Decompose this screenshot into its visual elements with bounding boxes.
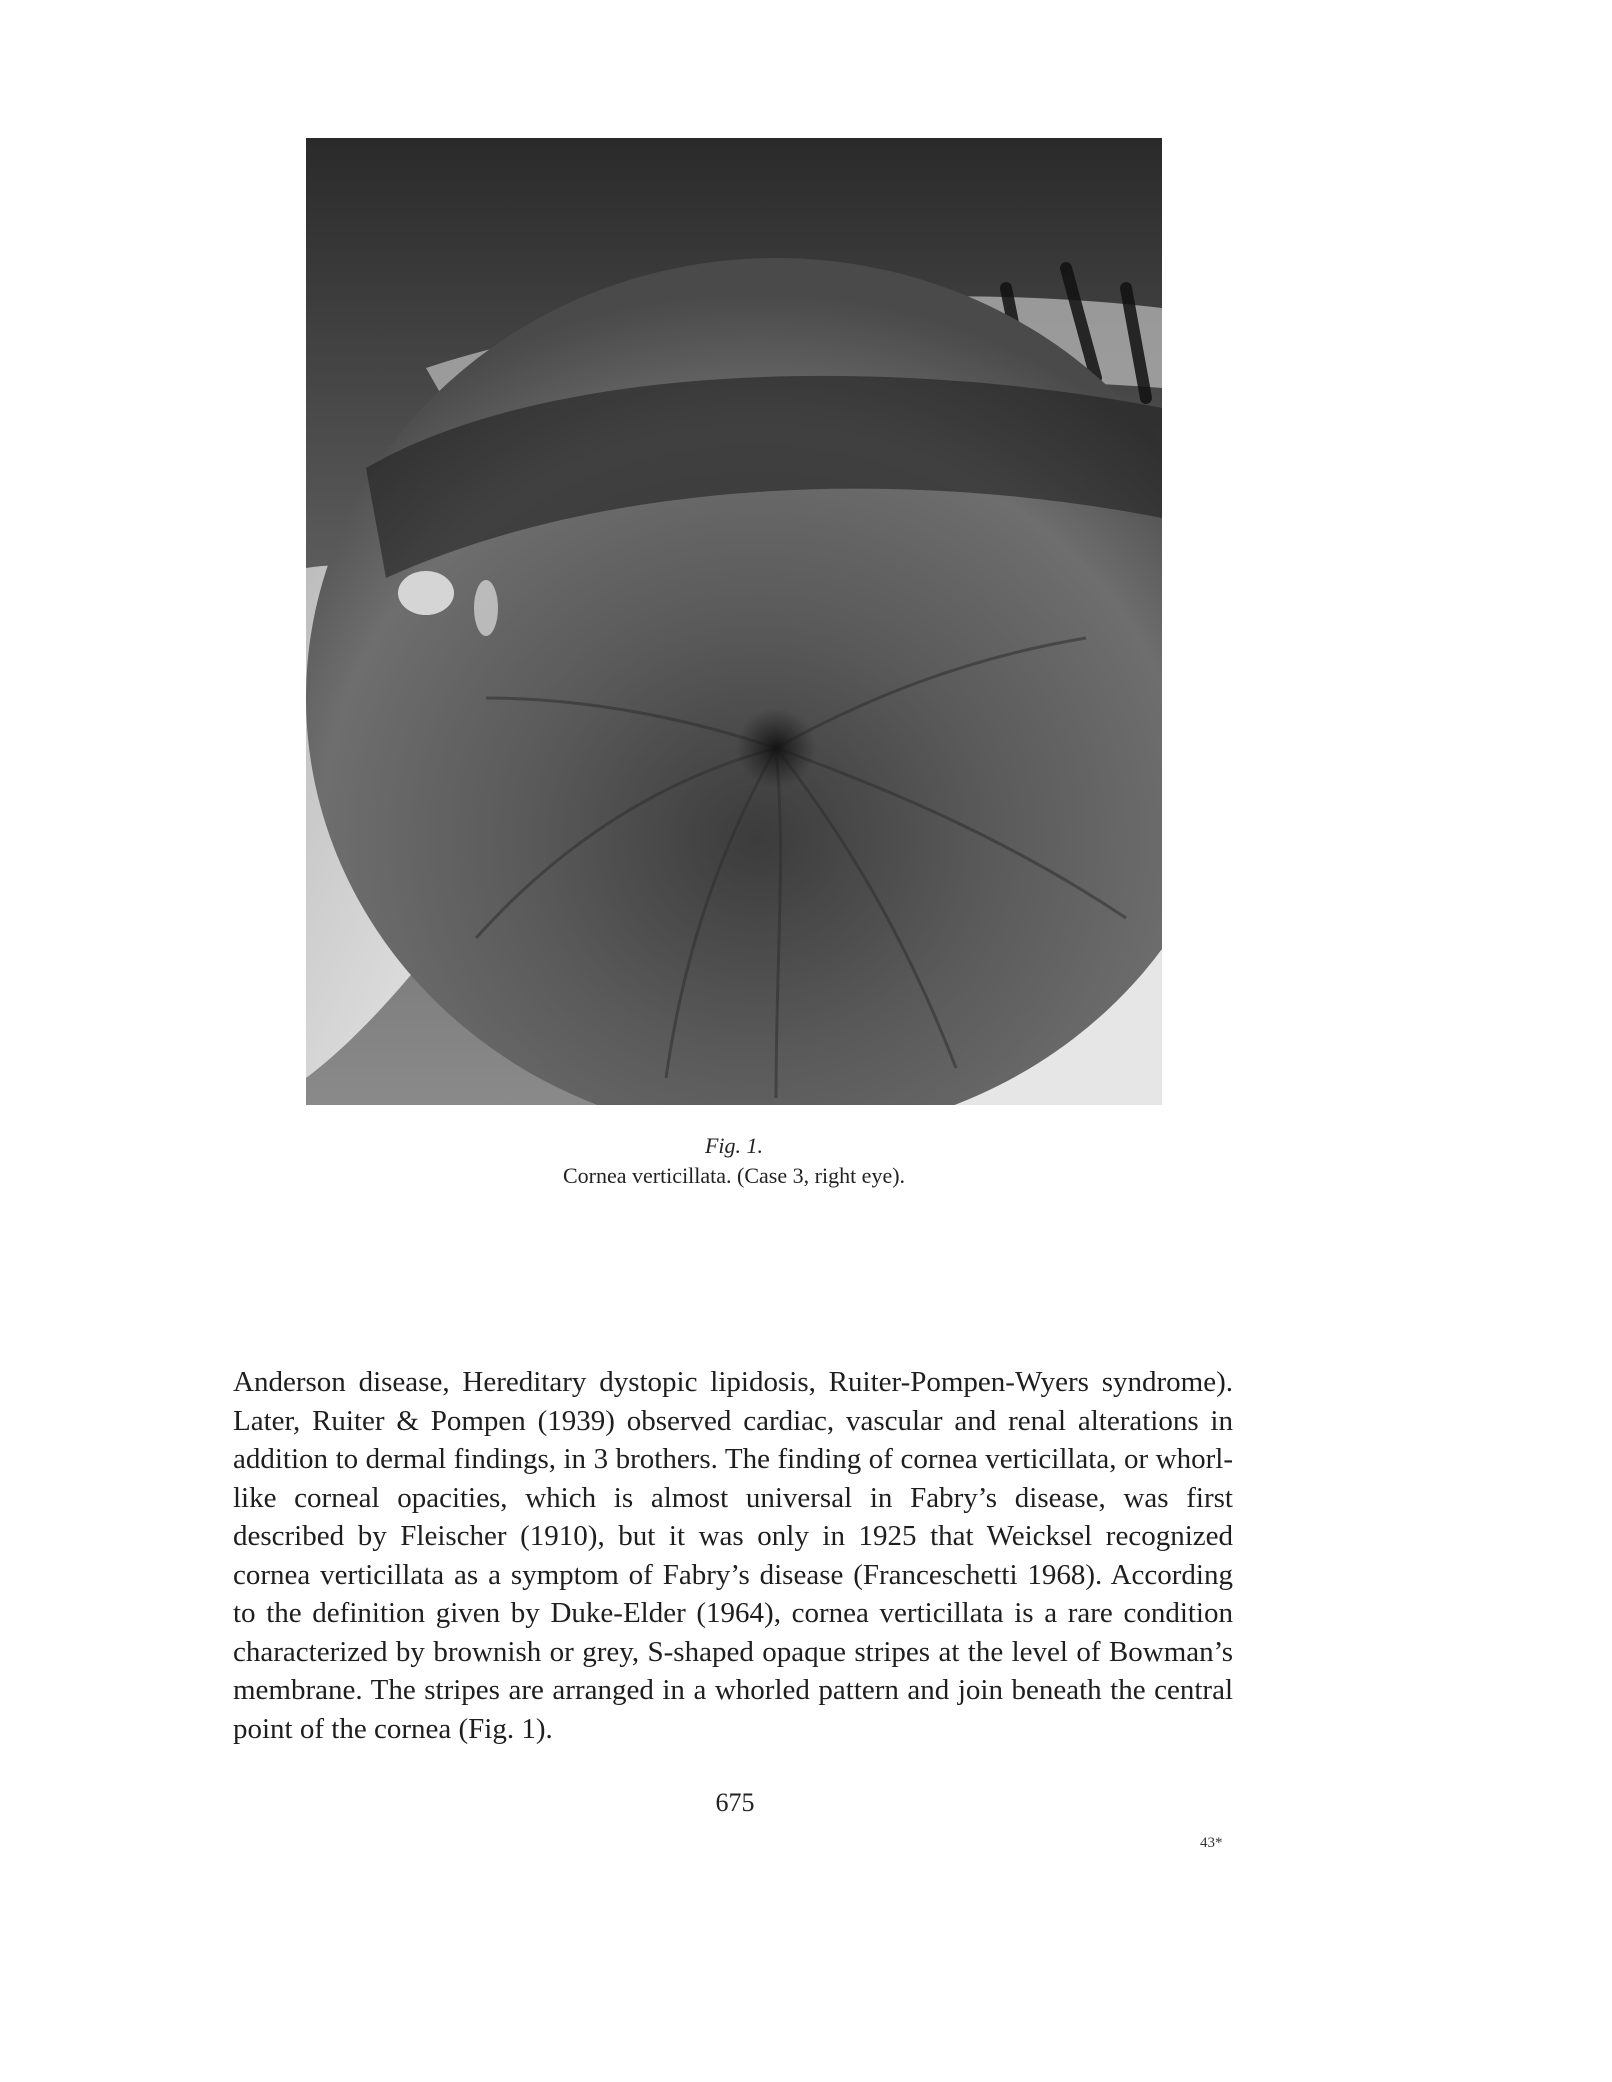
body-text bbox=[233, 1363, 1233, 1748]
signature-mark: 43* bbox=[1200, 1835, 1223, 1851]
body-paragraph: Anderson disease, Hereditary dystopic lipidosis, Ruiter-Pompen-Wyers syndrome). Later, Ruiter & Pompen (1939) observed cardiac, vascular and renal alterations in addition to dermal findings, in 3 brothers. The finding of cornea verticillata, or whorl-like corneal opacities, which is almost universal in Fabry’s disease, was first described by Fleischer (1910), but it was only in 1925 that Weicksel recognized cornea verticillata as a symptom of Fabry’s disease (Franceschetti 1968). According to the definition given by Duke-Elder (1964), cornea verticillata is a rare condition characterized by brownish or grey, S-shaped opaque stripes at the level of Bowman’s membrane. The stripes are arranged in a whorled pattern and join beneath the central point of the cornea (Fig. 1). bbox=[233, 1366, 1233, 1745]
figure-photo-cornea bbox=[306, 138, 1162, 1105]
figure-caption: Cornea verticillata. (Case 3, right eye). bbox=[562, 1163, 906, 1188]
page-number: 675 bbox=[715, 1788, 755, 1817]
eye-photograph bbox=[306, 138, 1162, 1105]
figure-label: Fig. 1. bbox=[704, 1133, 764, 1158]
